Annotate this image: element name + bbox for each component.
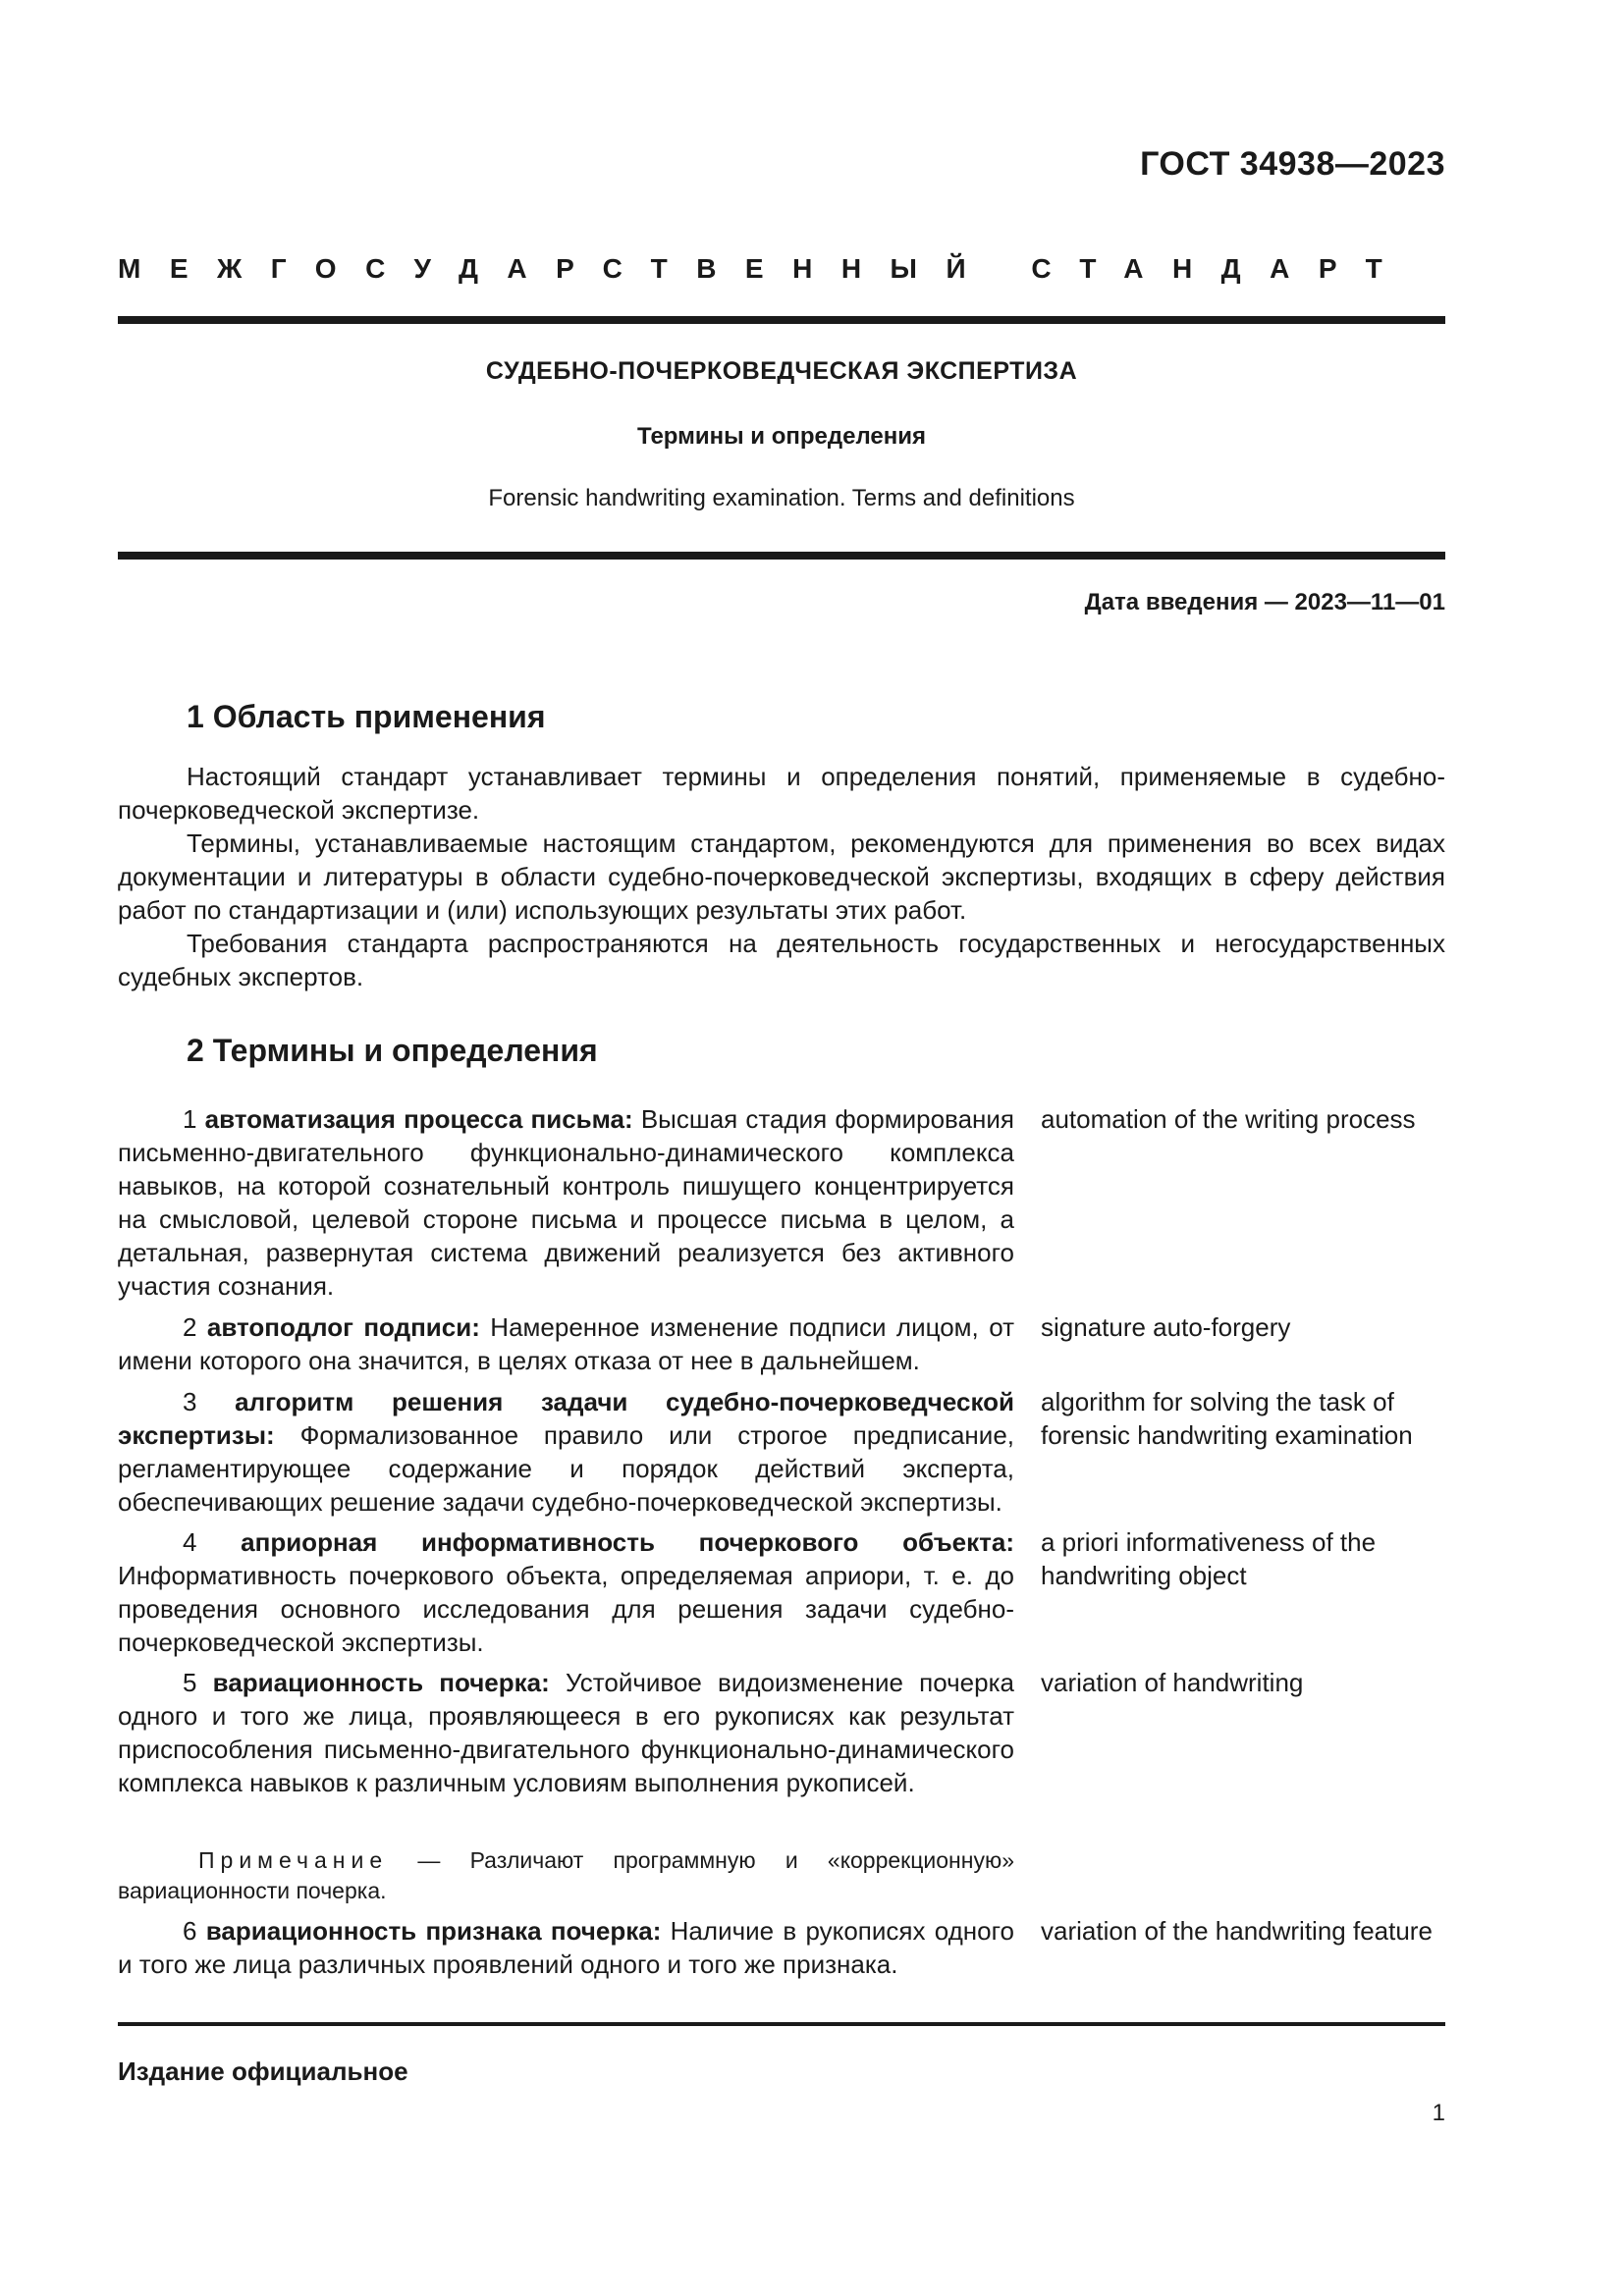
term-english: variation of the handwriting feature [1041,1916,1433,1946]
term-entry [118,1914,1014,1981]
term-number: 2 [183,1312,197,1342]
term-english: a priori informativeness of the handwriting object [1041,1527,1377,1590]
term-entry [118,1385,1014,1519]
term-name: автоподлог подписи: [206,1312,480,1342]
term-entry [118,1525,1014,1659]
term-entry [118,1666,1014,1799]
term-name: априорная информативность почеркового объекта: [241,1527,1014,1557]
term-definition: Формализованное правило или строгое предписание, регламентирующее содержание и порядок действий эксперта, обеспечивающих решение задачи судебно-почерковедческой экспертизы. [118,1420,1014,1517]
document-title: СУДЕБНО-ПОЧЕРКОВЕДЧЕСКАЯ ЭКСПЕРТИЗА [485,357,1078,385]
term-name: алгоритм решения задачи судебно-почерковедческой экспертизы: [118,1387,1014,1450]
term-name: автоматизация процесса письма: [204,1104,633,1134]
term-definition: Устойчивое видоизменение почерка одного и того же лица, проявляющееся в его рукописях как результат приспособления письменно-двигательного функционально-динамического комплекса навыков к различным условиям выполнения рукописей. [118,1668,1014,1797]
term-english: algorithm for solving the task of forensic handwriting examination [1041,1387,1413,1450]
section-1-paragraph: Термины, устанавливаемые настоящим стандартом, рекомендуются для применения во всех видах документации и литературы в области судебно-почерковедческой экспертизы, входящих в сферу действия работ по стандартизации и (или) использующих результаты этих работ. [118,828,1445,925]
term-number: 6 [183,1916,197,1946]
term-name: вариационность почерка: [212,1668,550,1697]
section-1-paragraph: Настоящий стандарт устанавливает термины и определения понятий, применяемые в судебно-почерковедческой экспертизе. [118,762,1445,825]
date-of-introduction: Дата введения — 2023—11—01 [1084,589,1445,615]
term-definition: Высшая стадия формирования письменно-двигательного функционально-динамического комплекса навыков, на которой сознательный контроль пишущего концентрируется на смысловой, целевой стороне письма и процессе письма в целом, а детальная, развернутая система движений реализуется без активного участия сознания. [118,1104,1014,1301]
term-definition: Наличие в рукописях одного и того же лица различных проявлений одного и того же признака. [118,1916,1015,1979]
title-rule [118,552,1445,560]
header-rule [118,316,1445,324]
page-number: 1 [1432,2100,1445,2126]
note-text: — Различают программную и «коррекционную» вариационности почерка. [118,1847,1014,1903]
term-number: 5 [183,1668,197,1697]
english-title: Forensic handwriting examination. Terms and definitions [488,485,1075,511]
note-label: Примечание [198,1847,389,1873]
gost-code: ГОСТ 34938—2023 [1140,145,1445,183]
term-definition: Информативность почеркового объекта, определяемая априори, т. е. до проведения основного исследования для решения задачи судебно-почерковедческой экспертизы. [118,1561,1014,1657]
section-2-heading: 2 Термины и определения [187,1033,598,1068]
term-english: signature auto-forgery [1041,1312,1291,1342]
term-english: variation of handwriting [1041,1668,1304,1697]
term-number: 4 [183,1527,197,1557]
term-english: automation of the writing process [1041,1104,1416,1134]
official-edition-label: Издание официальное [118,2056,408,2086]
term-number: 1 [183,1104,197,1134]
term-note [118,1845,1014,1906]
interstate-standard-label: МЕЖГОСУДАРСТВЕННЫЙ СТАНДАРТ [118,253,1412,284]
term-number: 3 [183,1387,197,1416]
term-definition: Намеренное изменение подписи лицом, от имени которого она значится, в целях отказа от нее в дальнейшем. [118,1312,1014,1375]
term-name: вариационность признака почерка: [205,1916,662,1946]
footer-rule [118,2022,1445,2026]
document-subtitle: Термины и определения [636,423,927,450]
term-entry [118,1310,1014,1377]
section-1-paragraph: Требования стандарта распространяются на деятельность государственных и негосударственных судебных экспертов. [118,929,1445,991]
term-entry [118,1102,1014,1303]
section-1-heading: 1 Область применения [187,699,546,734]
